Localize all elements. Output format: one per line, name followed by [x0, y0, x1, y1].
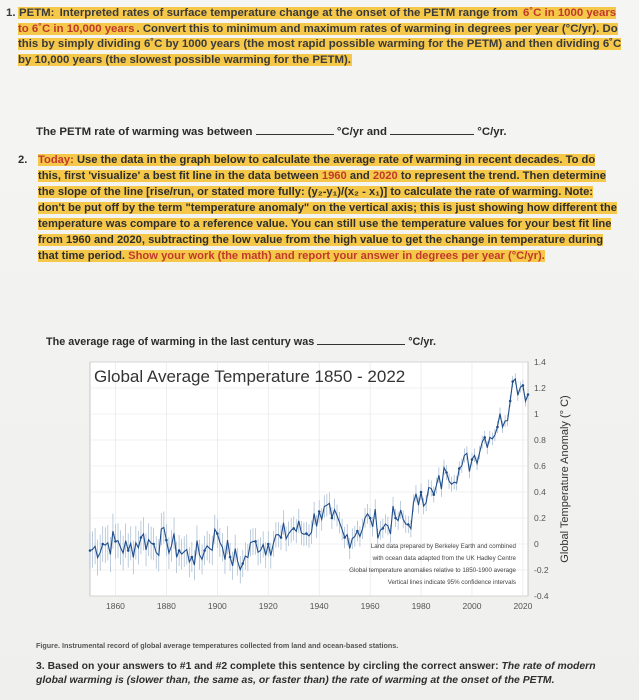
temperature-data-point — [203, 549, 206, 552]
temperature-data-point — [331, 517, 334, 520]
temperature-data-point — [432, 493, 435, 496]
petm-min-rate-blank[interactable] — [256, 123, 334, 135]
x-tick-label: 2000 — [462, 601, 482, 611]
temperature-data-point — [191, 556, 194, 559]
petm-label: PETM: — [19, 7, 55, 19]
temperature-data-point — [483, 436, 486, 439]
temperature-data-point — [511, 380, 514, 383]
temperature-data-point — [458, 467, 461, 470]
temperature-chart-svg — [88, 358, 578, 626]
temperature-data-point — [394, 517, 397, 520]
chart-annotation: Global temperature anomalies relative to 1850-1900 average — [349, 567, 516, 574]
question-1-text-part1: Interpreted rates of surface temperature change at the onset of the PETM range from — [56, 7, 522, 19]
y-tick-label: -0.4 — [534, 591, 549, 601]
average-rate-unit: °C/yr. — [408, 336, 436, 348]
x-tick-label: 1880 — [156, 601, 176, 611]
show-work-instruction: Show your work (the math) and report your answer in degrees per year (°C/yr). — [128, 250, 545, 262]
question-3-number: 3. — [36, 661, 45, 672]
temperature-data-point — [101, 543, 104, 546]
temperature-data-point — [165, 539, 168, 542]
temperature-data-point — [280, 536, 283, 539]
y-tick-label: -0.2 — [534, 565, 549, 575]
figure-caption: Figure. Instrumental record of global average temperatures collected from land and ocean-based stations. — [36, 641, 399, 650]
average-rate-sentence — [46, 333, 436, 348]
temperature-data-point — [89, 549, 92, 552]
temperature-data-point — [356, 530, 359, 533]
average-rate-blank[interactable] — [317, 333, 405, 345]
temperature-data-point — [216, 532, 219, 535]
y-tick-label: 0.6 — [534, 461, 546, 471]
temperature-data-point — [471, 458, 474, 461]
temperature-data-point — [509, 400, 512, 403]
petm-rate-sentence — [36, 123, 507, 138]
temperature-data-point — [254, 540, 257, 543]
average-rate-prefix: The average rage of warming in the last century was — [46, 336, 315, 348]
x-tick-label: 1960 — [360, 601, 380, 611]
x-tick-label: 1980 — [411, 601, 431, 611]
petm-max-rate-blank[interactable] — [390, 123, 474, 135]
petm-rate-unit1: °C/yr and — [336, 126, 387, 138]
y-tick-label: 0.8 — [534, 435, 546, 445]
temperature-data-point — [407, 523, 410, 526]
temperature-data-point — [305, 532, 308, 535]
temperature-data-point — [292, 527, 295, 530]
temperature-data-point — [496, 426, 499, 429]
question-3-text: Based on your answers to #1 and #2 complete this sentence by circling the correct answer: — [47, 661, 502, 672]
petm-rate-prefix: The PETM rate of warming was between — [36, 126, 253, 138]
question-2 — [18, 152, 618, 264]
question-2-and: and — [346, 170, 373, 182]
y-tick-label: 1 — [534, 409, 539, 419]
temperature-data-point — [127, 549, 130, 552]
temperature-data-point — [445, 471, 448, 474]
question-1-number: 1. — [6, 7, 16, 19]
y-axis-label: Global Temperature Anomaly (° C) — [559, 395, 571, 563]
temperature-data-point — [267, 543, 270, 546]
x-tick-label: 1900 — [207, 601, 227, 611]
chart-annotation: Vertical lines indicate 95% confidence intervals — [387, 579, 516, 586]
question-1-range: 6˚C in 1000 years to 6˚C in 10,000 years — [18, 7, 617, 35]
temperature-data-point — [178, 549, 181, 552]
today-label: Today: — [38, 154, 74, 166]
temperature-data-point — [527, 393, 530, 396]
temperature-data-point — [318, 510, 321, 513]
temperature-data-point — [369, 517, 372, 520]
chart-annotation: with ocean data adapted from the UK Hadley Centre — [372, 555, 516, 562]
question-1-text-part2: . Convert this to minimum and maximum rates of warming in degrees per year (°C/yr). Do this by simply dividing 6˚C by 1000 years (the most rapid possible warming for the PETM) and then dividing 6˚C by 10,000 years (the slowest possible warming for the PETM). — [18, 22, 622, 66]
question-2-number: 2. — [18, 154, 28, 166]
temperature-data-point — [229, 556, 232, 559]
temperature-data-point — [343, 536, 346, 539]
question-1 — [6, 6, 626, 68]
temperature-data-point — [382, 527, 385, 530]
y-tick-label: 0 — [534, 539, 539, 549]
temperature-data-point — [152, 543, 155, 546]
question-2-text1: Use the data in the graph below to calculate the average rate of warming in recent decades. To do this, first 'visualize' a best fit line in the data between — [38, 154, 596, 182]
year-2020: 2020 — [372, 170, 398, 182]
temperature-data-point — [522, 384, 525, 387]
temperature-data-point — [420, 491, 423, 494]
x-tick-label: 1940 — [309, 601, 329, 611]
y-tick-label: 1.4 — [534, 358, 546, 367]
question-3 — [36, 660, 626, 688]
year-1960: 1960 — [321, 170, 347, 182]
y-tick-label: 1.2 — [534, 383, 546, 393]
petm-rate-unit2: °C/yr. — [477, 126, 507, 138]
temperature-chart — [88, 358, 578, 626]
temperature-data-point — [114, 540, 117, 543]
temperature-data-point — [241, 562, 244, 565]
x-tick-label: 1920 — [258, 601, 278, 611]
x-tick-label: 2020 — [513, 601, 533, 611]
chart-annotation: Land data prepared by Berkeley Earth and combined — [370, 543, 516, 550]
question-3-sentence: The rate of modern global warming is (slower than, the same as, or faster than) the rate of warming at the onset of the PETM. — [36, 661, 596, 686]
x-tick-label: 1860 — [106, 601, 125, 611]
question-2-text2: to represent the trend. Then determine the slope of the line [rise/run, or stated more fully: (y₂-y₁)/(x₂ - x₁)] to calculate the rate of warming. Note: don't be put off by the term "temperature anomaly" on the vertical axis; this is just showing how different the temperature was compare to a reference value. You can still use the temperature values for your best fit line from 1960 and 2020, subtracting the low value from the high value to get the change in temperature during that time period. — [38, 170, 617, 262]
chart-title: Global Average Temperature 1850 - 2022 — [94, 367, 406, 386]
temperature-data-point — [140, 536, 143, 539]
y-tick-label: 0.4 — [534, 487, 546, 497]
y-tick-label: 0.2 — [534, 513, 546, 523]
